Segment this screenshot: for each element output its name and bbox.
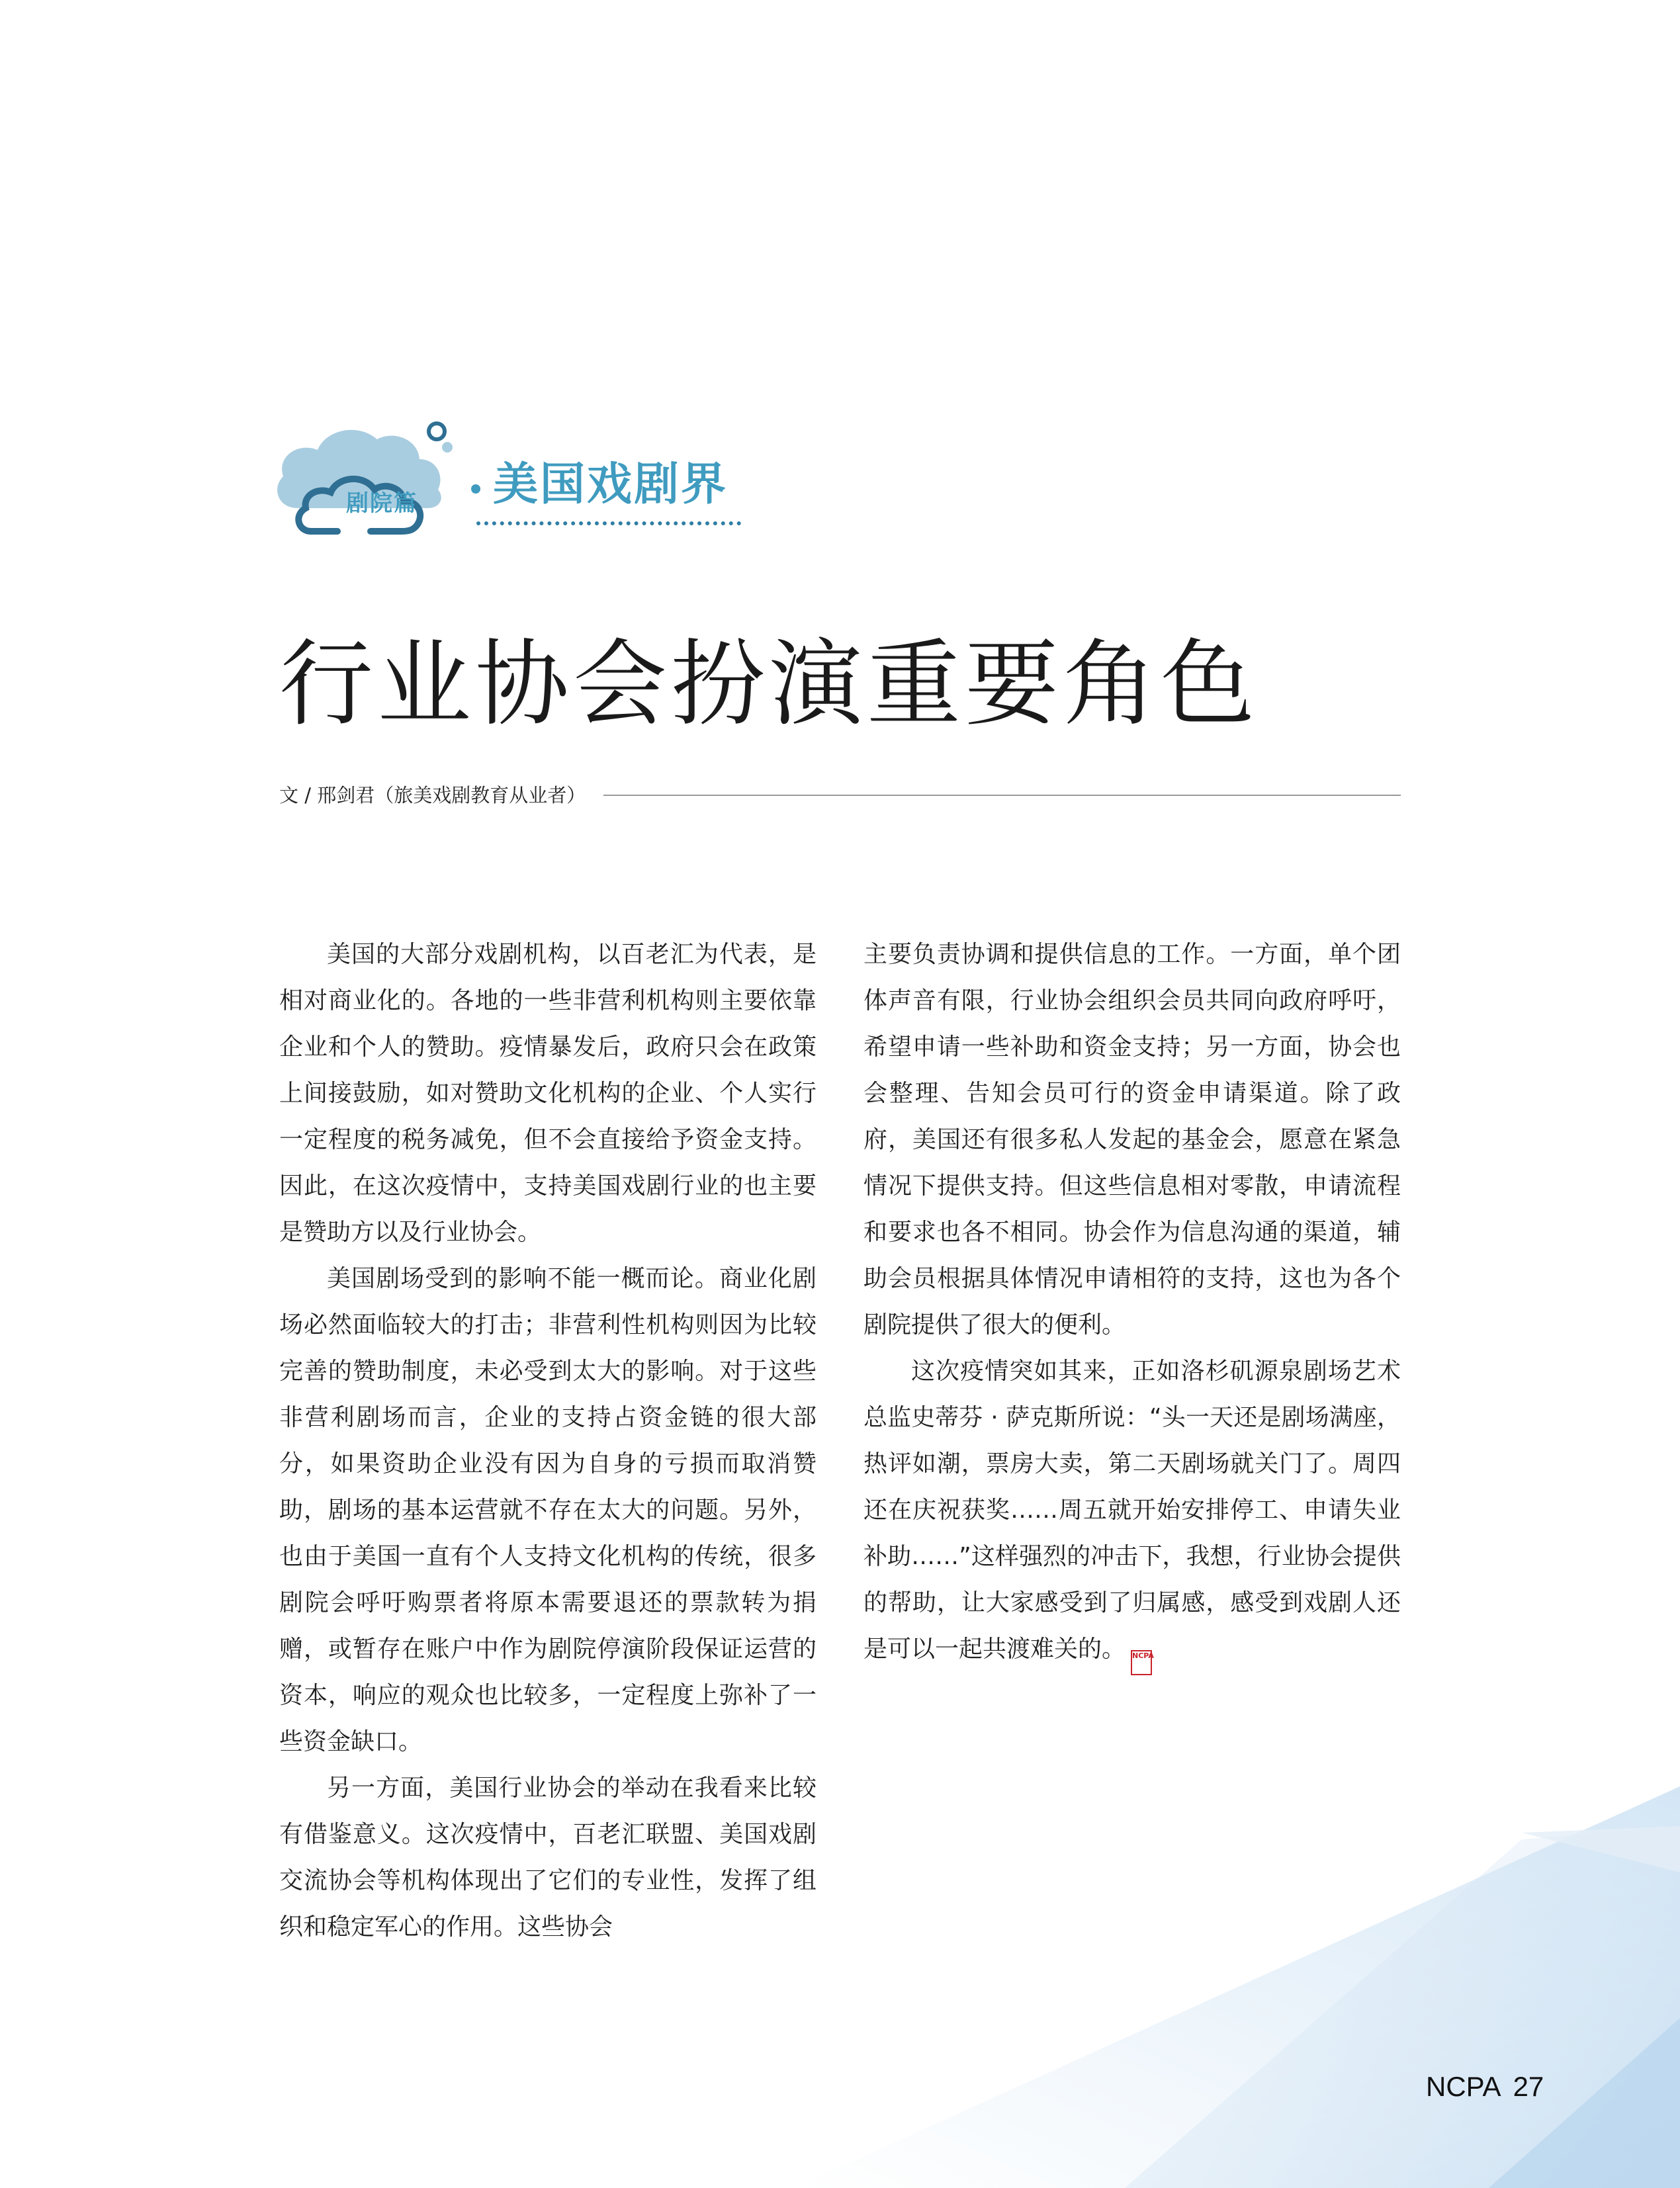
page-number: 27 — [1513, 2071, 1544, 2102]
paragraph: 另一方面，美国行业协会的举动在我看来比较有借鉴意义。这次疫情中，百老汇联盟、美国戏剧交流协会等机构体现出了它们的专业性，发挥了组织和稳定军心的作用。这些协会 — [279, 1774, 817, 1941]
paragraph: 美国的大部分戏剧机构，以百老汇为代表，是相对商业化的。各地的一些非营利机构则主要依靠企业和个人的赞助。疫情暴发后，政府只会在政策上间接鼓励，如对赞助文化机构的企业、个人实行一定程度的税务减免，但不会直接给予资金支持。因此，在这次疫情中，支持美国戏剧行业的也主要是赞助方以及行业协会。 — [279, 941, 817, 1246]
article-column-left — [279, 932, 817, 1950]
paragraph: 美国剧场受到的影响不能一概而论。商业化剧场必然面临较大的打击；非营利性机构则因为比较完善的赞助制度，未必受到太大的影响。对于这些非营利剧场而言，企业的支持占资金链的很大部分，如果资助企业没有因为自身的亏损而取消赞助，剧场的基本运营就不存在太大的问题。另外，也由于美国一直有个人支持文化机构的传统，很多剧院会呼吁购票者将原本需要退还的票款转为捐赠，或暂存在账户中作为剧院停演阶段保证运营的资本，响应的观众也比较多，一定程度上弥补了一些资金缺口。 — [279, 1265, 817, 1755]
article-column-right — [863, 932, 1401, 1675]
cloud-icon — [271, 416, 483, 541]
paragraph — [863, 1348, 1401, 1675]
section-title: 美国戏剧界 — [493, 459, 729, 511]
magazine-name: NCPA — [1426, 2071, 1501, 2102]
byline: 文 / 邢剑君（旅美戏剧教育从业者） — [279, 784, 586, 807]
section-separator-dot — [471, 484, 480, 494]
paragraph-text: 这次疫情突如其来，正如洛杉矶源泉剧场艺术总监史蒂芬 · 萨克斯所说：“头一天还是剧场满座，热评如潮，票房大卖，第二天剧场就关门了。周四还在庆祝获奖……周五就开始安排停工、申请失业补助……”这样强烈的冲击下，我想，行业协会提供的帮助，让大家感受到了归属感，感受到戏剧人还是可以一起共渡难关的。 — [863, 1358, 1401, 1663]
article-title: 行业协会扮演重要角色 — [279, 630, 1259, 740]
section-label: 剧院篇 — [346, 490, 418, 517]
paragraph: 主要负责协调和提供信息的工作。一方面，单个团体声音有限，行业协会组织会员共同向政府呼吁，希望申请一些补助和资金支持；另一方面，协会也会整理、告知会员可行的资金申请渠道。除了政府，美国还有很多私人发起的基金会，愿意在紧急情况下提供支持。但这些信息相对零散，申请流程和要求也各不相同。协会作为信息沟通的渠道，辅助会员根据具体情况申请相符的支持，这也为各个剧院提供了很大的便利。 — [863, 941, 1401, 1338]
dotted-underline — [476, 521, 741, 525]
byline-divider — [603, 795, 1401, 796]
end-mark-icon: NCPA — [1131, 1650, 1152, 1675]
page-footer — [1426, 2067, 1556, 2107]
